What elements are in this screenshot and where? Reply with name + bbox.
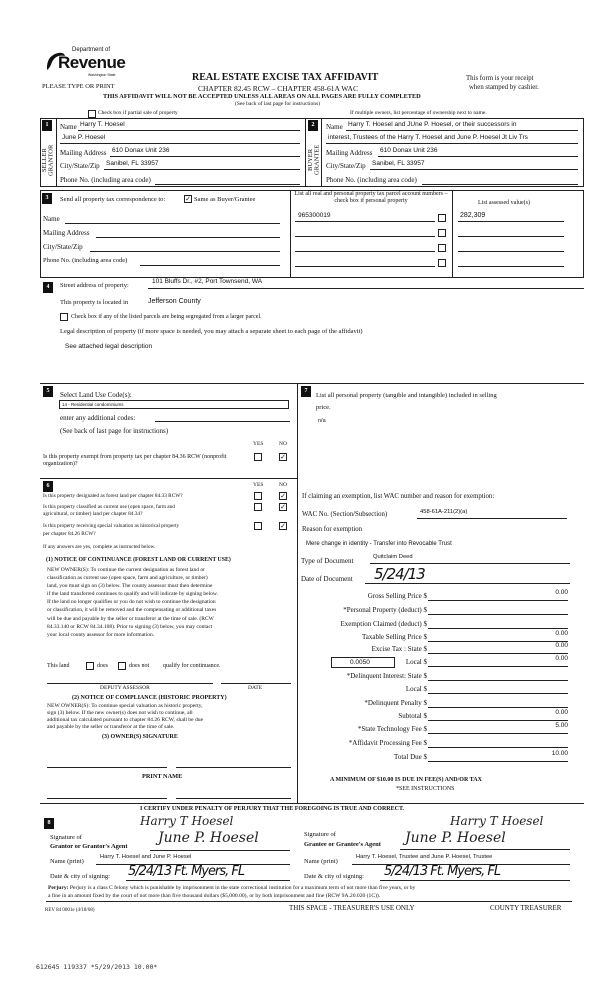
section-1-number: 1 bbox=[42, 120, 52, 131]
buyer-mail[interactable]: 610 Donax Unit 236 bbox=[380, 147, 438, 154]
exempt-yes-checkbox[interactable] bbox=[254, 453, 262, 461]
print-name-label: PRINT NAME bbox=[142, 773, 183, 780]
notice-line: will be due and payable by the seller or transferor at the time of sale. (RCW bbox=[47, 615, 214, 622]
owner-signature-title: (3) OWNER(S) SIGNATURE bbox=[102, 734, 178, 740]
seller-phone-field[interactable] bbox=[155, 184, 300, 185]
yes-header: YES bbox=[253, 441, 264, 447]
compliance-title: (2) NOTICE OF COMPLIANCE (HISTORIC PROPERTY) bbox=[72, 695, 227, 701]
grantee-agent-label: Grantee or Grantee's Agent bbox=[304, 841, 381, 848]
print-name-field[interactable] bbox=[47, 798, 167, 799]
seller-side-label: SELLER GRANTOR bbox=[41, 144, 55, 176]
doc-type[interactable]: Quitclaim Deed bbox=[373, 554, 413, 560]
local-rate: 0.0050 bbox=[350, 659, 370, 666]
doc-type-label: Type of Document bbox=[301, 557, 354, 565]
minimum-due-note: A MINIMUM OF $10.00 IS DUE IN FEE(S) AND/OR TAX bbox=[330, 777, 482, 783]
certify-statement: I CERTIFY UNDER PENALTY OF PERJURY THAT THE FOREGOING IS TRUE AND CORRECT. bbox=[140, 806, 405, 812]
grantor-date-city-label: Date & city of signing: bbox=[50, 873, 110, 880]
corr-phone-label: Phone No. (including area code) bbox=[43, 257, 128, 264]
tax-row-label: Local $ bbox=[405, 658, 427, 666]
notice-line: sign (3) below. If the new owner(s) does not wish to continue, all bbox=[47, 710, 193, 716]
doc-date-label: Date of Document bbox=[301, 575, 353, 583]
section-8-number: 8 bbox=[44, 818, 54, 829]
tax-row-label: Excise Tax : State $ bbox=[371, 645, 427, 653]
land-use-select[interactable] bbox=[59, 400, 289, 409]
multiple-owners-note: If multiple owners, list percentage of ownership next to name. bbox=[350, 110, 487, 116]
grantee-name[interactable]: Harry T. Hoesel, Trustee and June P. Hoesel, Trustee bbox=[356, 854, 493, 860]
grantee-signature-2[interactable]: June P. Hoesel bbox=[405, 830, 506, 846]
seller-name-label: Name bbox=[60, 123, 77, 131]
buyer-name-2[interactable]: interest, Trustees of the Harry T. Hoesel and June P. Hoesel Jt Liv Trs bbox=[328, 134, 528, 141]
corr-phone-field[interactable] bbox=[140, 265, 280, 266]
wac-label: WAC No. (Section/Subsection) bbox=[302, 511, 388, 518]
grantor-date-city[interactable]: 5/24/13 Ft. Myers, FL bbox=[128, 864, 245, 879]
logo-dept: Department of bbox=[72, 47, 111, 53]
exempt-question: Is this property exempt from property tax per chapter 84.36 RCW (nonprofit organization)? bbox=[43, 454, 227, 468]
section-7-number: 7 bbox=[301, 386, 311, 397]
perjury-text-2: a fine in an amount fixed by the court of not more than five thousand dollars ($5,000.00), or by both imprisonment and fine (RCW 9A.20.020 (1C)). bbox=[48, 893, 381, 899]
seller-name-1[interactable]: Harry T. Hoesel bbox=[80, 121, 125, 128]
section-3-number: 3 bbox=[42, 193, 52, 204]
grantor-agent-label: Grantor or Grantor's Agent bbox=[50, 843, 128, 850]
county[interactable]: Jefferson County bbox=[148, 298, 201, 305]
current-use-no-checkbox[interactable]: ✓ bbox=[280, 503, 286, 511]
personal-property-checkbox[interactable] bbox=[438, 214, 446, 222]
send-correspondence-label: Send all property tax correspondence to: bbox=[60, 196, 166, 203]
forest-question: Is this property designated as forest land per chapter 84.33 RCW? bbox=[43, 493, 183, 499]
continuance-title: (1) NOTICE OF CONTINUANCE (FOREST LAND OR CURRENT USE) bbox=[46, 557, 231, 563]
notice-line: classification as current use (open space, farm and agriculture, or timber) bbox=[47, 575, 208, 582]
form-title: REAL ESTATE EXCISE TAX AFFIDAVIT bbox=[192, 72, 379, 83]
no-header: NO bbox=[279, 482, 287, 488]
county-treasurer-label: COUNTY TREASURER bbox=[490, 904, 562, 912]
personal-property-checkbox[interactable] bbox=[438, 229, 446, 237]
buyer-name-label: Name bbox=[326, 123, 343, 131]
current-use-question-2: agricultural, or timber) land per chapter 84.34? bbox=[43, 511, 143, 517]
grantee-signature-1[interactable]: Harry T Hoesel bbox=[450, 814, 544, 828]
grantee-sig-of: Signature of bbox=[304, 831, 336, 838]
if-yes-note: If any answers are yes, complete as instructed below. bbox=[43, 544, 156, 550]
continuance-text bbox=[47, 566, 218, 639]
buyer-side-label: BUYER GRANTEE bbox=[307, 144, 321, 176]
partial-sale-label: Check box if partial sale of property bbox=[98, 110, 178, 116]
grantee-date-city-label: Date & city of signing: bbox=[304, 873, 364, 880]
segregated-checkbox[interactable] bbox=[60, 313, 68, 321]
additional-codes-label: enter any additional codes: bbox=[60, 414, 136, 422]
legal-description[interactable]: See attached legal description bbox=[65, 343, 153, 350]
grantor-name[interactable]: Harry T. Hoesel and June P. Hoesel bbox=[100, 854, 192, 860]
tax-row-value[interactable]: 0.00 bbox=[555, 642, 568, 649]
form-revision: REV 84 0001e (4/18/08) bbox=[45, 908, 95, 913]
treasurer-use-label: THIS SPACE - TREASURER'S USE ONLY bbox=[289, 904, 415, 912]
perjury-text-1: Perjury is a class C felony which is punishable by imprisonment in the state correctional institution for a maximum term of not more than five years, or by bbox=[69, 885, 416, 891]
notice-line: 84.33.140 or RCW 84.34.108). Prior to signing (3) below, you may contact bbox=[47, 623, 213, 630]
land-use-code: 14 - Residential condominiums bbox=[62, 402, 124, 407]
tax-row-label: Gross Selling Price $ bbox=[367, 592, 427, 600]
land-use-label: Select Land Use Code(s): bbox=[60, 391, 132, 399]
historic-no-checkbox[interactable]: ✓ bbox=[280, 522, 286, 530]
tax-row-value[interactable]: 0.00 bbox=[555, 589, 568, 596]
buyer-name-1[interactable]: Harry T. Hoesel and JUne P. Hoesel, or their successors in bbox=[348, 121, 517, 128]
personal-property-value[interactable]: n/a bbox=[318, 418, 326, 424]
logo-state: Washington State bbox=[88, 73, 116, 77]
located-label: This property is located in bbox=[60, 299, 129, 306]
tax-row-label: *Affidavit Processing Fee $ bbox=[348, 739, 427, 747]
doc-date[interactable]: 5/24/13 bbox=[374, 565, 425, 583]
corr-name-label: Name bbox=[43, 215, 60, 223]
exempt-no-checkbox[interactable]: ✓ bbox=[280, 453, 286, 461]
date-label: DATE bbox=[248, 685, 263, 691]
corr-city-label: City/State/Zip bbox=[43, 243, 83, 251]
notice-line: and payable by the seller or transferor at the time of sale. bbox=[47, 724, 175, 730]
see-instructions: *SEE INSTRUCTIONS bbox=[396, 786, 455, 792]
section-4-number: 4 bbox=[43, 282, 53, 293]
deputy-assessor-signature[interactable] bbox=[47, 683, 213, 684]
tax-row-label: Exemption Claimed (deduct) $ bbox=[340, 620, 427, 628]
section-2-number: 2 bbox=[308, 120, 318, 131]
notice-line: If the land no longer qualifies or you do not wish to continue the designation bbox=[47, 599, 216, 606]
exemption-claim-label: If claiming an exemption, list WAC number and reason for exemption: bbox=[302, 493, 495, 500]
current-use-question: Is this property classified as current use (open space, farm and bbox=[43, 504, 175, 510]
seller-city-label: City/State/Zip bbox=[60, 162, 100, 170]
does-label: does bbox=[97, 663, 108, 669]
cashier-stamp: 612645 119337 *5/29/2013 10.00* bbox=[36, 963, 158, 971]
personal-property-label: List all personal property (tangible and intangible) included in selling bbox=[316, 392, 497, 399]
segregated-label: Check box if any of the listed parcels are being segregated from a larger parcel. bbox=[71, 314, 262, 320]
wac-number[interactable]: 458-61A-211(2)(a) bbox=[420, 509, 468, 515]
notice-line: NEW OWNER(S): To continue the current designation as forest land or bbox=[47, 567, 205, 573]
notice-line: NEW OWNER(S): To continue special valuation as historic property, bbox=[47, 703, 203, 709]
seller-mail[interactable]: 610 Donax Unit 236 bbox=[112, 147, 170, 154]
perjury-bold: Perjury: bbox=[48, 885, 69, 891]
parcel-header: List all real and personal property tax parcel account numbers – check box if personal property bbox=[294, 191, 448, 204]
receipt-note-2: when stamped by cashier. bbox=[469, 84, 539, 91]
buyer-phone-label: Phone No. (including area code) bbox=[326, 176, 417, 184]
seller-mail-label: Mailing Address bbox=[60, 149, 107, 157]
grantee-date-city[interactable]: 5/24/13 Ft. Myers, FL bbox=[384, 864, 501, 879]
please-type: PLEASE TYPE OR PRINT bbox=[42, 83, 115, 90]
notice-line: or classification, it will be removed and the compensating or additional taxes bbox=[47, 607, 217, 614]
grantor-sig-of: Signature of bbox=[50, 834, 82, 841]
same-as-buyer-checkbox[interactable]: ✓ bbox=[185, 195, 191, 203]
seller-phone-label: Phone No. (including area code) bbox=[60, 176, 151, 184]
exemption-reason[interactable]: Mere change in identity - Transfer into Revocable Trust bbox=[306, 541, 452, 547]
grantor-signature-2[interactable]: June P. Hoesel bbox=[158, 830, 259, 846]
assessed-header: List assessed value(s) bbox=[478, 200, 530, 206]
personal-property-checkbox[interactable] bbox=[438, 259, 446, 267]
tax-row-label: Subtotal $ bbox=[398, 712, 427, 720]
street-label: Street address of property: bbox=[60, 282, 129, 289]
does-not-label: does not bbox=[129, 663, 150, 669]
dor-logo bbox=[44, 44, 124, 80]
buyer-phone-field[interactable] bbox=[422, 184, 578, 185]
owner-signature-field[interactable] bbox=[47, 767, 167, 768]
grantor-name-print-label: Name (print) bbox=[50, 858, 84, 865]
price-label: price. bbox=[316, 404, 331, 411]
additional-codes-field[interactable] bbox=[155, 421, 290, 422]
notice-line: if the land transferred continues to qualify and will indicate by signing below. bbox=[47, 591, 218, 598]
logo-revenue: Revenue bbox=[58, 53, 126, 72]
personal-property-checkbox[interactable] bbox=[438, 244, 446, 252]
deputy-label: DEPUTY ASSESSOR bbox=[100, 685, 150, 691]
historic-question-2: per chapter 84.26 RCW? bbox=[43, 531, 96, 537]
warning: THIS AFFIDAVIT WILL NOT BE ACCEPTED UNLESS ALL AREAS ON ALL PAGES ARE FULLY COMPLETED bbox=[103, 93, 421, 100]
corr-mail-field[interactable] bbox=[96, 237, 280, 238]
compliance-text bbox=[47, 703, 203, 731]
seller-name-2[interactable]: June P. Hoesel bbox=[62, 134, 106, 141]
section-5-number: 5 bbox=[43, 386, 53, 397]
local-rate-box[interactable] bbox=[331, 657, 395, 668]
grantor-signature-1[interactable]: Harry T Hoesel bbox=[140, 814, 234, 828]
tax-row-value[interactable]: 5.00 bbox=[555, 722, 568, 729]
forest-yes-checkbox[interactable] bbox=[254, 492, 262, 500]
qualify-label: qualify for continuance. bbox=[163, 663, 221, 669]
tax-row-label: *Delinquent Interest: State $ bbox=[346, 672, 427, 680]
tax-row-value[interactable]: 0.00 bbox=[555, 655, 568, 662]
see-back-5: (See back of last page for instructions) bbox=[60, 427, 169, 435]
chapter-line: CHAPTER 82.45 RCW – CHAPTER 458-61A WAC bbox=[198, 84, 358, 93]
tax-row-label: Total Due $ bbox=[394, 753, 427, 761]
buyer-city[interactable]: Sanibel, FL 33957 bbox=[372, 160, 425, 167]
buyer-city-label: City/State/Zip bbox=[326, 162, 366, 170]
seller-city[interactable]: Sanibel, FL 33957 bbox=[106, 160, 159, 167]
does-not-checkbox[interactable] bbox=[118, 662, 126, 670]
tax-row-value[interactable]: 10.00 bbox=[551, 750, 568, 757]
assessor-date[interactable] bbox=[221, 683, 291, 684]
partial-sale-checkbox[interactable] bbox=[88, 110, 96, 118]
tax-row-label: Taxable Selling Price $ bbox=[361, 633, 427, 641]
print-name-field[interactable] bbox=[176, 798, 291, 799]
this-land-label: This land bbox=[47, 663, 70, 669]
corr-city-field[interactable] bbox=[90, 251, 280, 252]
tax-row-label: *State Technology Fee $ bbox=[357, 725, 427, 733]
forest-no-checkbox[interactable]: ✓ bbox=[280, 492, 286, 500]
tax-row-value[interactable]: 0.00 bbox=[555, 709, 568, 716]
perjury-line-1 bbox=[48, 886, 415, 892]
tax-row-label: *Delinquent Penalty $ bbox=[364, 699, 427, 707]
reason-label: Reason for exemption bbox=[302, 526, 363, 533]
grantee-name-print-label: Name (print) bbox=[304, 858, 338, 865]
tax-row-label: Local $ bbox=[405, 685, 427, 693]
street-address[interactable]: 101 Bluffs Dr., #2, Port Townsend, WA bbox=[152, 278, 263, 285]
corr-name-field[interactable] bbox=[65, 223, 280, 224]
buyer-mail-label: Mailing Address bbox=[326, 149, 373, 157]
notice-line: your local county assessor for more information. bbox=[47, 631, 155, 638]
historic-question: Is this property receiving special valuation as historical property bbox=[43, 523, 180, 529]
notice-line: additional tax calculated pursuant to chapter 84.26 RCW, shall be due bbox=[47, 717, 204, 723]
current-use-yes-checkbox[interactable] bbox=[254, 503, 262, 511]
tax-row-label: *Personal Property (deduct) $ bbox=[343, 606, 427, 614]
does-checkbox[interactable] bbox=[86, 662, 94, 670]
assessed-value[interactable]: 282,309 bbox=[460, 212, 486, 219]
receipt-note-1: This form is your receipt bbox=[466, 75, 534, 82]
parcel-number[interactable]: 965300019 bbox=[298, 212, 331, 219]
same-as-buyer-label: Same as Buyer/Grantee bbox=[194, 196, 256, 203]
section-6-number: 6 bbox=[43, 481, 53, 492]
legal-label: Legal description of property (if more space is needed, you may attach a separate sheet to each page of the affidavit) bbox=[60, 328, 363, 335]
corr-mail-label: Mailing Address bbox=[43, 229, 90, 237]
historic-yes-checkbox[interactable] bbox=[254, 522, 262, 530]
no-header: NO bbox=[279, 441, 287, 447]
yes-header: YES bbox=[253, 482, 264, 488]
tax-row-value[interactable]: 0.00 bbox=[555, 630, 568, 637]
notice-line: land, you must sign on (3) below. The county assessor must then determine bbox=[47, 583, 213, 590]
see-back: (See back of last page for instructions) bbox=[235, 101, 320, 107]
owner-signature-field[interactable] bbox=[176, 767, 291, 768]
